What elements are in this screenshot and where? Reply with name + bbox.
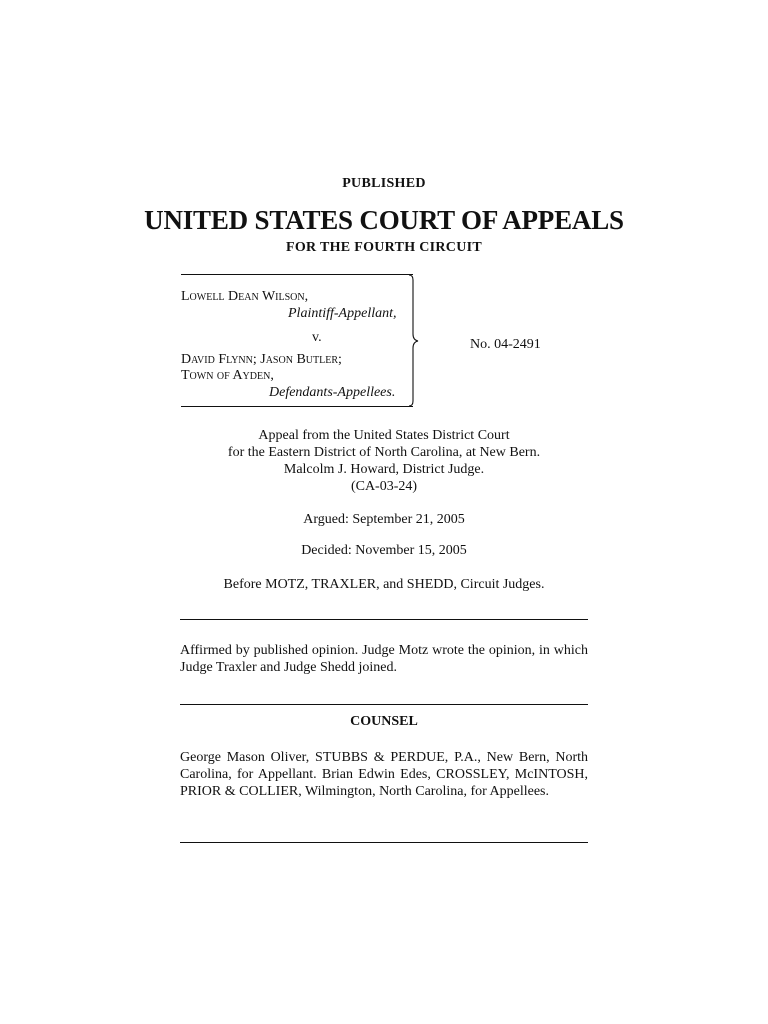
- appeal-line-2: for the Eastern District of North Carolina, at New Bern.: [227, 445, 541, 460]
- counsel-text: George Mason Oliver, STUBBS & PERDUE, P.A., New Bern, North Carolina, for Appellant. Brian Edwin Edes, CROSSLEY, McINTOSH, PRIOR & COLLIER, Wilmington, North Carolina, for Appellees.: [180, 750, 588, 799]
- appeal-line-3: Malcolm J. Howard, District Judge.: [283, 462, 485, 477]
- plaintiff-role: Plaintiff-Appellant,: [288, 306, 397, 321]
- court-name: UNITED STATES COURT OF APPEALS: [144, 205, 624, 235]
- appeal-line-1: Appeal from the United States District Court: [258, 428, 510, 443]
- versus: v.: [312, 330, 322, 345]
- caption-bottom-rule: [181, 406, 413, 407]
- case-number: No. 04-2491: [470, 337, 541, 352]
- caption-top-rule: [181, 274, 413, 275]
- panel-judges: Before MOTZ, TRAXLER, and SHEDD, Circuit Judges.: [223, 577, 545, 592]
- defendants-line-1: David Flynn; Jason Butler;: [181, 352, 342, 367]
- plaintiff-name: Lowell Dean Wilson,: [181, 289, 309, 304]
- argued-date: Argued: September 21, 2005: [303, 512, 465, 527]
- case-caption: [181, 272, 416, 408]
- divider-1: [180, 619, 588, 620]
- appeal-line-4: (CA-03-24): [350, 479, 418, 494]
- counsel-title: COUNSEL: [350, 714, 418, 729]
- circuit-name: FOR THE FOURTH CIRCUIT: [285, 240, 483, 255]
- disposition-text: Affirmed by published opinion. Judge Motz wrote the opinion, in which Judge Traxler and Judge Shedd joined.: [180, 643, 588, 675]
- published-label: PUBLISHED: [342, 176, 426, 191]
- divider-3: [180, 842, 588, 843]
- divider-2: [180, 704, 588, 705]
- defendants-role: Defendants-Appellees.: [269, 385, 396, 400]
- caption-brace: [407, 274, 421, 407]
- defendants-line-2: Town of Ayden,: [181, 368, 274, 383]
- decided-date: Decided: November 15, 2005: [301, 543, 467, 558]
